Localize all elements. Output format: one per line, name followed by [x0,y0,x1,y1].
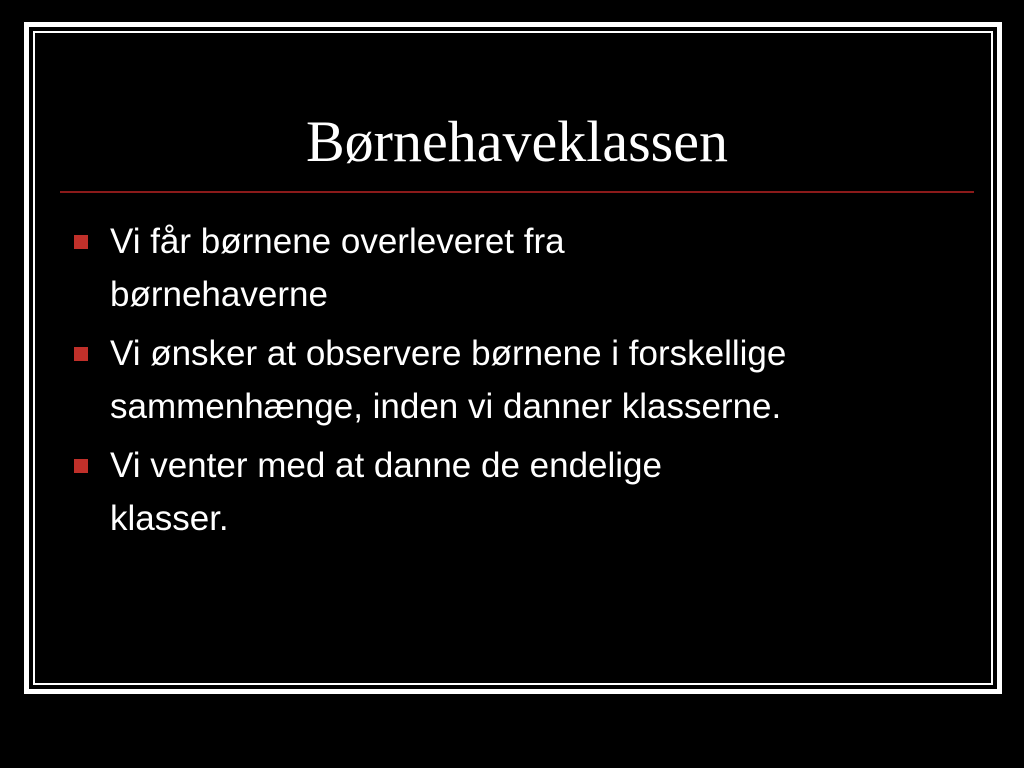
bullet-item [68,439,968,545]
bullet-text-line: klasser. [110,499,229,538]
bullet-text-line: sammenhænge, inden vi danner klasserne. [110,387,782,426]
bullet-text-line: børnehaverne [110,275,328,314]
slide-title: Børnehaveklassen [306,109,728,174]
square-bullet-icon [74,347,88,361]
title-divider [60,191,974,193]
bullet-text-line: Vi venter med at danne de endelige [110,446,662,485]
bullet-text-line: Vi ønsker at observere børnene i forskellige [110,334,787,373]
square-bullet-icon [74,235,88,249]
square-bullet-icon [74,459,88,473]
bullet-item [68,327,968,433]
bullet-item [68,215,968,321]
bullet-text-line: Vi får børnene overleveret fra [110,222,565,261]
bullet-list [68,215,968,551]
